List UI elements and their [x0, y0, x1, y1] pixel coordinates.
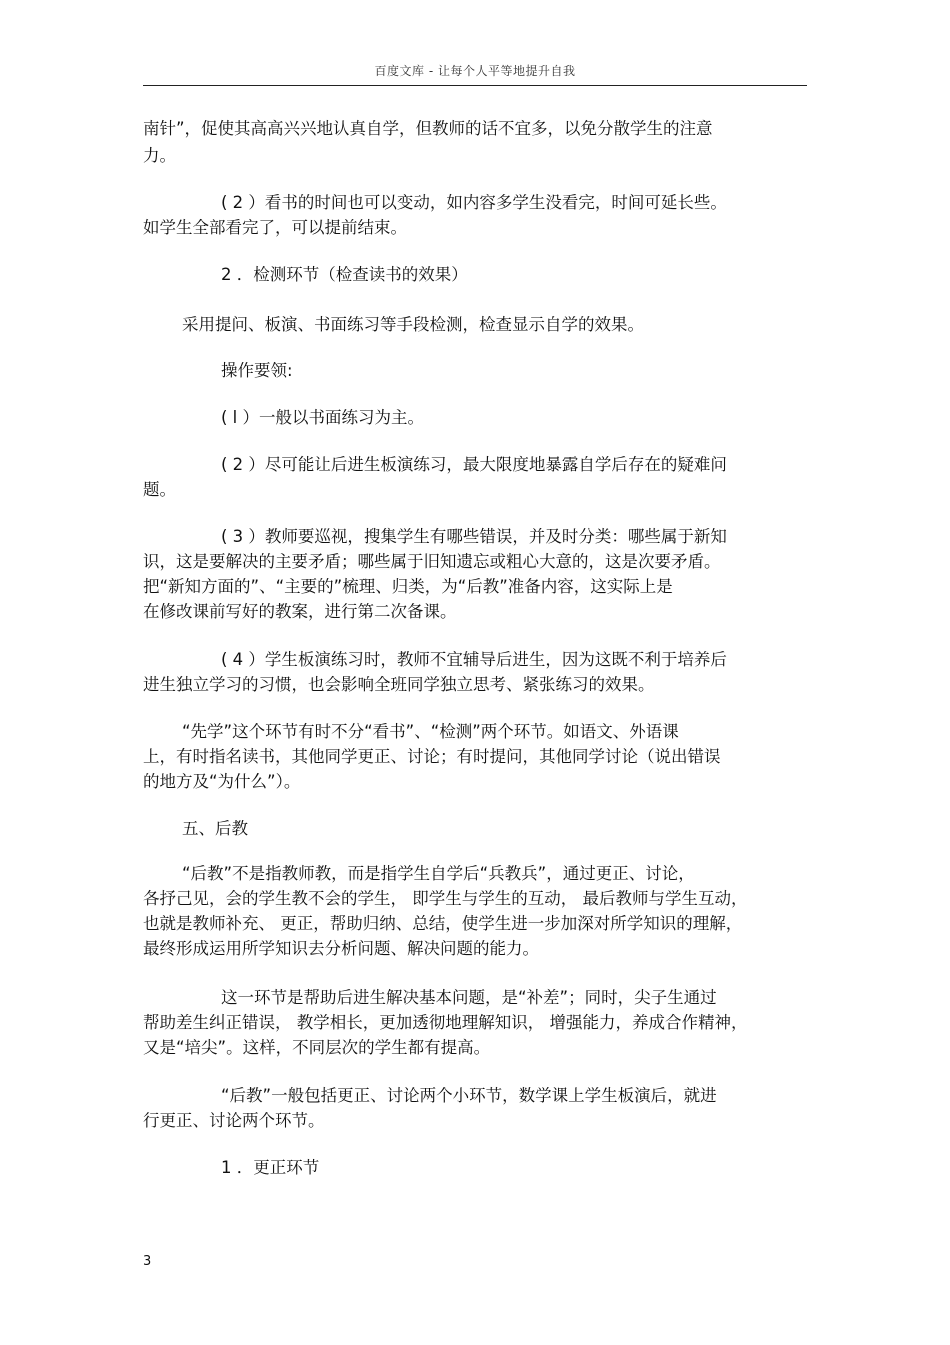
text-line: ( 2 ）看书的时间也可以变动，如内容多学生没看完，时间可延长些。: [221, 193, 727, 212]
text-line: 力。: [143, 146, 176, 165]
text-line: 在修改课前写好的教案，进行第二次备课。: [143, 602, 457, 621]
text-line: “后教”不是指教师教，而是指学生自学后“兵教兵”，通过更正、讨论，: [182, 864, 695, 883]
text-line: “先学”这个环节有时不分“看书”、“检测”两个环节。如语文、外语课: [182, 722, 679, 741]
text-line: 帮助差生纠正错误， 教学相长，更加透彻地理解知识， 增强能力，养成合作精神，: [143, 1013, 748, 1032]
text-line: 操作要领:: [221, 361, 293, 380]
text-line: ( 4 ）学生板演练习时，教师不宜辅导后进生，因为这既不利于培养后: [221, 650, 727, 669]
section-heading: 1 ．更正环节: [221, 1158, 320, 1177]
text-line: 如学生全部看完了，可以提前结束。: [143, 218, 407, 237]
text-line: 又是“培尖”。这样，不同层次的学生都有提高。: [143, 1038, 491, 1057]
text-line: 最终形成运用所学知识去分析问题、解决问题的能力。: [143, 939, 539, 958]
page-number: 3: [143, 1254, 152, 1269]
header-divider: [143, 85, 807, 86]
section-heading: 2 ．检测环节（检查读书的效果）: [221, 265, 468, 284]
text-line: 进生独立学习的习惯，也会影响全班同学独立思考、紧张练习的效果。: [143, 675, 655, 694]
text-line: 的地方及“为什么”）。: [143, 772, 301, 791]
text-line: 把“新知方面的”、“主要的”梳理、归类，为“后教”准备内容，这实际上是: [143, 577, 673, 596]
text-line: 上，有时指名读书，其他同学更正、讨论；有时提问，其他同学讨论（说出错误: [143, 747, 721, 766]
text-line: 这一环节是帮助后进生解决基本问题，是“补差”；同时，尖子生通过: [221, 988, 717, 1007]
page-header: 百度文库 - 让每个人平等地提升自我: [374, 64, 576, 78]
text-line: 题。: [143, 480, 176, 499]
text-line: ( 2 ）尽可能让后进生板演练习，最大限度地暴露自学后存在的疑难问: [221, 455, 727, 474]
text-line: ( l ）一般以书面练习为主。: [221, 408, 425, 427]
section-heading: 五、后教: [182, 819, 248, 838]
text-line: 采用提问、板演、书面练习等手段检测，检查显示自学的效果。: [182, 315, 644, 334]
text-line: “后教”一般包括更正、讨论两个小环节，数学课上学生板演后，就进: [221, 1086, 717, 1105]
text-line: 也就是教师补充、 更正，帮助归纳、总结，使学生进一步加深对所学知识的理解，: [143, 914, 743, 933]
text-line: ( 3 ）教师要巡视，搜集学生有哪些错误，并及时分类：哪些属于新知: [221, 527, 727, 546]
text-line: 行更正、讨论两个环节。: [143, 1111, 325, 1130]
text-line: 识，这是要解决的主要矛盾；哪些属于旧知遗忘或粗心大意的，这是次要矛盾。: [143, 552, 721, 571]
text-line: 各抒己见，会的学生教不会的学生， 即学生与学生的互动， 最后教师与学生互动，: [143, 889, 748, 908]
text-line: 南针”，促使其高高兴兴地认真自学，但教师的话不宜多，以免分散学生的注意: [143, 119, 713, 138]
